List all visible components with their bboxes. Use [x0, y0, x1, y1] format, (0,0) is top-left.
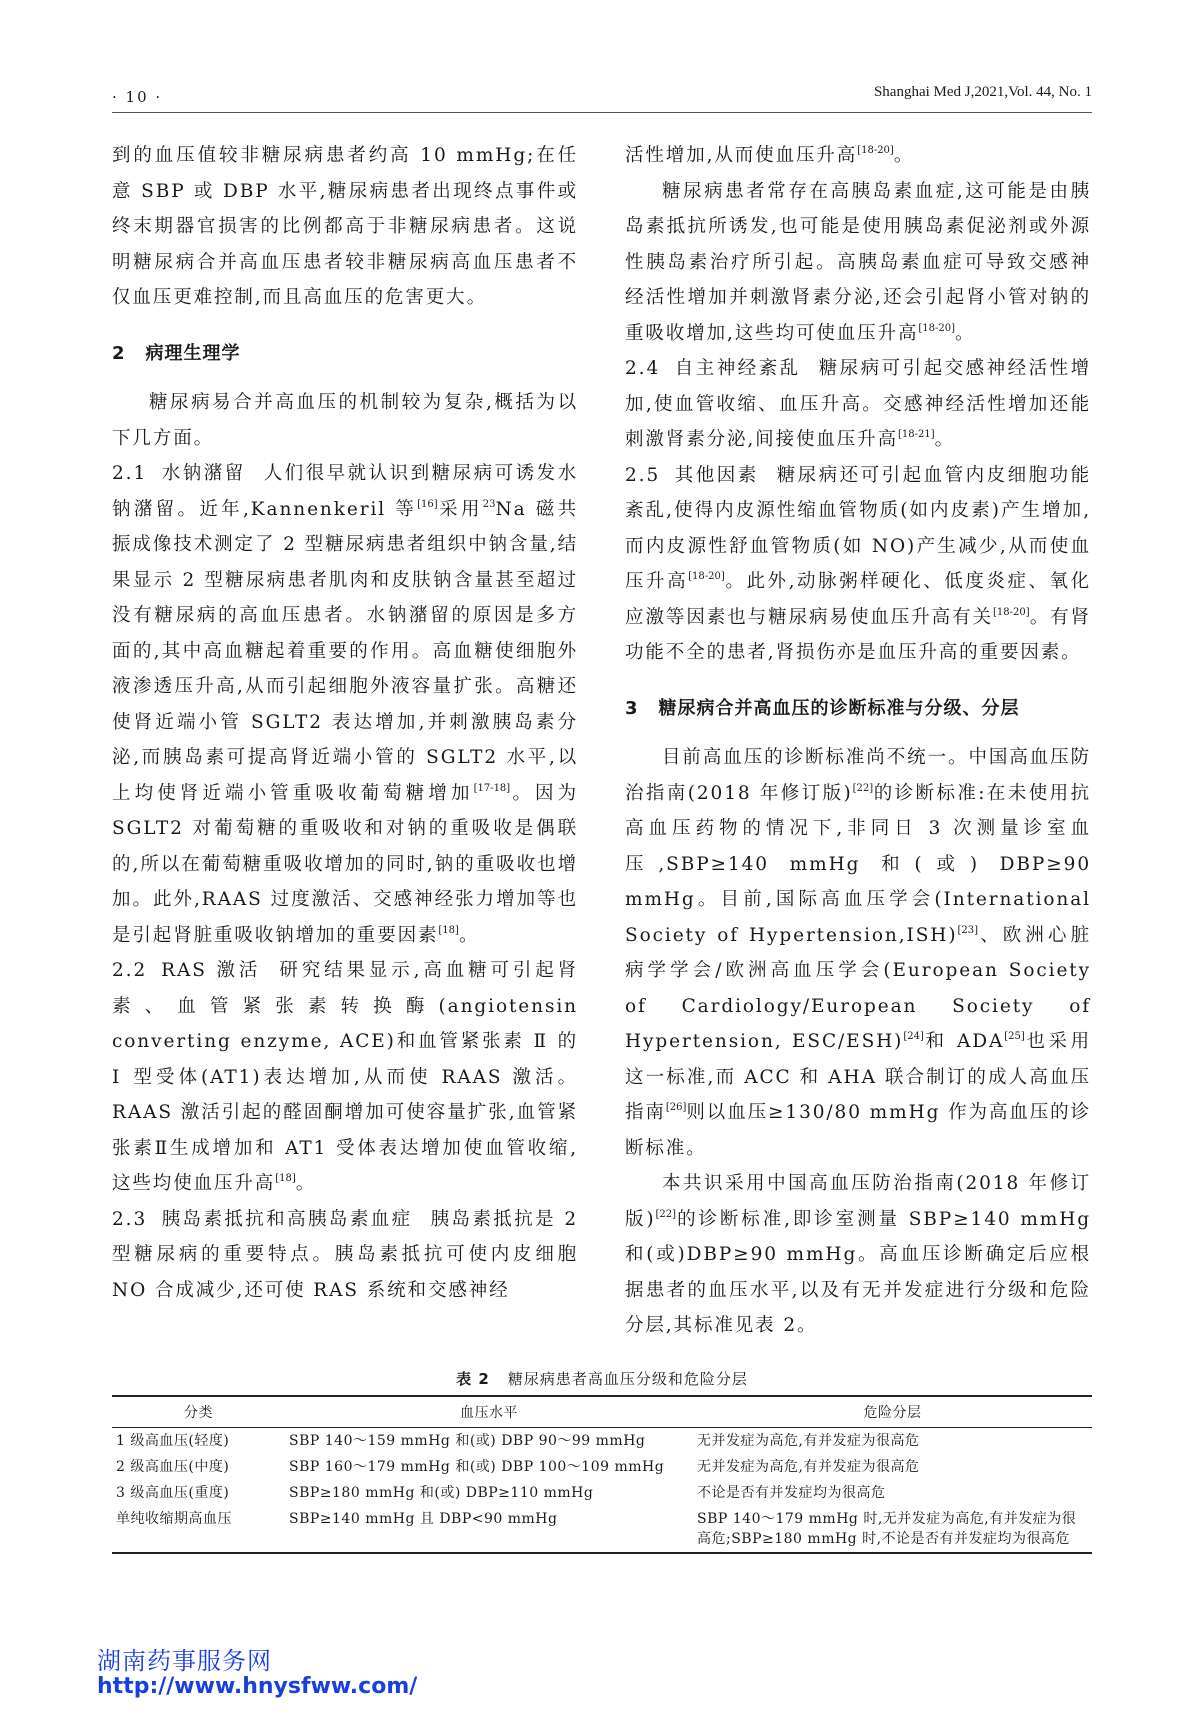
subsection-2-3-continued [625, 138, 1091, 174]
subsection-title: 水钠潴留 [161, 463, 246, 484]
table-cell: 单纯收缩期高血压 [116, 1511, 232, 1527]
citation-ref: [24] [903, 1031, 924, 1042]
subsection-number: 2.2 [112, 960, 148, 981]
body-text: Na 磁共振成像技术测定了 2 型糖尿病患者组织中钠含量,结果显示 2 型糖尿病患者肌肉和皮肤钠含量甚至超过没有糖尿病的高血压患者。水钠潴留的原因是多方面的,其中高血糖起着重要的作用。高血糖使细胞外液渗透压升高,从而引起细胞外液容量扩张。高糖还使肾近端小管 SGLT2 表达增加,并刺激胰岛素分泌,而胰岛素可提高肾近端小管的 SGLT2 水平,以上均使肾近端小管重吸收葡萄糖增加 [112, 498, 578, 804]
intro-paragraph: 到的血压值较非糖尿病患者约高 10 mmHg;在任意 SBP 或 DBP 水平,糖尿病患者出现终点事件或终末期器官损害的比例都高于非糖尿病患者。这说明糖尿病合并高血压患者较非糖尿病高血压患者不仅血压更难控制,而且高血压的危害更大。 [112, 145, 578, 308]
citation-ref: [16] [417, 498, 438, 510]
subsection-number: 2.3 [112, 1208, 148, 1230]
column-header: 分类 [184, 1405, 213, 1421]
citation-ref: [17-18] [473, 782, 511, 794]
column-header: 血压水平 [460, 1405, 518, 1421]
table-cell: 3 级高血压(重度) [116, 1485, 230, 1501]
body-text: 研究结果显示,高血糖可引起肾素、血管紧张素转换酶(angiotensin converting enzyme, ACE)和血管紧张素 Ⅱ 的 Ⅰ 型受体(AT1)表达增加,从而使 RAAS 激活。RAAS 激活引起的醛固酮增加可使容量扩张,血管紧张素Ⅱ生成增加和 AT1 受体表达增加使血管收缩,这些均使血压升高 [112, 960, 579, 1194]
body-text: 胰岛素抵抗是 2 型糖尿病的重要特点。胰岛素抵抗可使内皮细胞 NO 合成减少,还可使 RAS 系统和交感神经 [112, 1208, 578, 1301]
table-cell: SBP≥140 mmHg 且 DBP<90 mmHg [289, 1511, 558, 1527]
watermark-site-name: 湖南药事服务网 [97, 1647, 272, 1675]
body-text: 采用 [437, 498, 483, 520]
citation-ref: [18-21] [897, 429, 935, 440]
body-text: 的诊断标准,即诊室测量 SBP≥140 mmHg 和(或)DBP≥90 mmHg。高血压诊断确定后应根据患者的血压水平,以及有无并发症进行分级和危险分层,其标准见表 2。 [625, 1208, 1091, 1336]
body-text: 。 [934, 429, 956, 450]
subsection-title: RAS 激活 [161, 960, 262, 981]
journal-citation: Shanghai Med J,2021,Vol. 44, No. 1 [873, 84, 1092, 100]
citation-ref: [22] [655, 1208, 677, 1220]
citation-ref: [18-20] [857, 145, 894, 156]
subsection-2-4 [625, 351, 1091, 458]
subsection-number: 2.5 [625, 464, 661, 486]
body-text: 的诊断标准:在未使用抗高血压药物的情况下,非同日 3 次测量诊室血压,SBP≥140 mmHg 和(或) DBP≥90 mmHg。目前,国际高血压学会(International Society of Hypertension,ISH) [625, 782, 1091, 946]
table-cell: SBP 160～179 mmHg 和(或) DBP 100～109 mmHg [289, 1459, 665, 1475]
subsection-2-3 [112, 1202, 578, 1309]
subsection-title: 其他因素 [674, 464, 759, 486]
table-title: 糖尿病患者高血压分级和危险分层 [507, 1370, 748, 1388]
watermark-url[interactable]: http://www.hnysfww.com/ [97, 1674, 418, 1699]
body-text: 糖尿病还可引起血管内皮细胞功能紊乱,使得内皮源性缩血管物质(如内皮素)产生增加,而内皮源性舒血管物质(如 NO)产生减少,从而使血压升高 [625, 464, 1091, 592]
table-2 [112, 1368, 1092, 1554]
table-row [112, 1506, 1092, 1553]
body-text: 。 [295, 1173, 317, 1194]
citation-ref: [18-20] [688, 571, 725, 582]
body-text: 人们很早就认识到糖尿病可诱发水钠潴留。近年,Kannenkeril 等 [112, 463, 578, 520]
section-3-heading [625, 691, 1091, 727]
section-2-intro: 糖尿病易合并高血压的机制较为复杂,概括为以下几方面。 [112, 392, 578, 449]
body-text: 。 [893, 145, 915, 166]
hyperinsulinemia-paragraph [625, 174, 1091, 352]
citation-ref: [18-20] [918, 322, 956, 334]
table-cell: 2 级高血压(中度) [116, 1459, 230, 1475]
table-caption [112, 1368, 1092, 1389]
hypertension-grading-table [112, 1395, 1092, 1554]
subsection-number: 2.4 [625, 358, 661, 379]
table-cell: 无并发症为高危,有并发症为很高危 [697, 1433, 920, 1449]
section-number: 2 [112, 342, 126, 364]
body-text: 糖尿病患者常存在高胰岛素血症,这可能是由胰岛素抵抗所诱发,也可能是使用胰岛素促泌剂或外源性胰岛素治疗所引起。高胰岛素血症可导致交感神经活性增加并刺激肾素分泌,还会引起肾小管对钠的重吸收增加,这些均可使血压升高 [625, 180, 1091, 344]
section-2-heading [112, 336, 578, 372]
table-header-row [112, 1396, 1092, 1428]
body-text: 也采用这一标准,而 ACC 和 AHA 联合制订的成人高血压指南 [625, 1031, 1092, 1123]
citation-ref: [23] [957, 924, 978, 936]
section-title: 病理生理学 [145, 342, 241, 364]
body-text: 。 [955, 322, 976, 344]
citation-ref: [18-20] [993, 606, 1030, 618]
body-text: 。此外,动脉粥样硬化、低度炎症、氧化应激等因素也与糖尿病易使血压升高有关 [625, 571, 1091, 628]
column-header: 危险分层 [863, 1405, 922, 1421]
table-label: 表 2 [456, 1370, 490, 1388]
body-text: 。有肾功能不全的患者,肾损伤亦是血压升高的重要因素。 [625, 606, 1092, 663]
subsection-title: 胰岛素抵抗和高胰岛素血症 [161, 1208, 413, 1230]
table-cell: 不论是否有并发症均为很高危 [697, 1485, 886, 1501]
table-cell: SBP≥180 mmHg 和(或) DBP≥110 mmHg [289, 1485, 594, 1501]
citation-ref: [25] [1004, 1031, 1025, 1042]
section-number: 3 [625, 697, 639, 719]
citation-ref: [18] [275, 1173, 296, 1184]
consensus-paragraph [625, 1166, 1091, 1344]
table-cell: SBP 140～159 mmHg 和(或) DBP 90～99 mmHg [289, 1433, 646, 1449]
isotope-superscript: 23 [482, 498, 496, 510]
subsection-2-5 [625, 458, 1091, 671]
diagnosis-paragraph [625, 740, 1091, 1166]
body-text: 目前高血压的诊断标准尚不统一。中国高血压防治指南(2018 年修订版) [625, 747, 1091, 804]
table-row [112, 1428, 1092, 1455]
body-text: 则以血压≥130/80 mmHg 作为高血压的诊断标准。 [625, 1102, 1091, 1159]
left-column [112, 138, 578, 1308]
page-number: · 10 · [112, 88, 163, 106]
page-header [112, 82, 1092, 113]
body-text: 。因为 SGLT2 对葡萄糖的重吸收和对钠的重吸收是偶联的,所以在葡萄糖重吸收增加的同时,钠的重吸收也增加。此外,RAAS 过度激活、交感神经张力增加等也是引起肾脏重吸收钠增加的重要因素 [112, 782, 578, 946]
citation-ref: [18] [438, 924, 459, 936]
subsection-2-2 [112, 953, 578, 1202]
citation-ref: [26] [665, 1102, 687, 1113]
table-cell: SBP 140～179 mmHg 时,无并发症为高危,有并发症为很高危;SBP≥180 mmHg 时,不论是否有并发症均为很高危 [697, 1511, 1077, 1547]
table-row [112, 1454, 1092, 1480]
body-text: 活性增加,从而使血压升高 [625, 145, 858, 166]
body-text: 和 ADA [923, 1031, 1005, 1052]
body-text: 糖尿病可引起交感神经活性增加,使血管收缩、血压升高。交感神经活性增加还能刺激肾素分泌,间接使血压升高 [625, 358, 1092, 450]
subsection-title: 自主神经紊乱 [674, 358, 801, 379]
subsection-number: 2.1 [112, 463, 148, 484]
body-text: 。 [458, 924, 480, 946]
subsection-2-1 [112, 456, 578, 953]
body-text: 本共识采用中国高血压防治指南(2018 年修订版) [625, 1173, 1091, 1230]
section-title: 糖尿病合并高血压的诊断标准与分级、分层 [658, 697, 1020, 719]
table-row [112, 1480, 1092, 1506]
body-text: 、欧洲心脏病学学会/欧洲高血压学会(European Society of Cardiology/European Society of Hypertension, ESC/ESH) [625, 924, 1091, 1052]
right-column [625, 138, 1091, 1344]
watermark [97, 1641, 417, 1699]
citation-ref: [22] [852, 782, 874, 794]
table-cell: 1 级高血压(轻度) [116, 1433, 230, 1449]
table-cell: 无并发症为高危,有并发症为很高危 [697, 1459, 920, 1475]
